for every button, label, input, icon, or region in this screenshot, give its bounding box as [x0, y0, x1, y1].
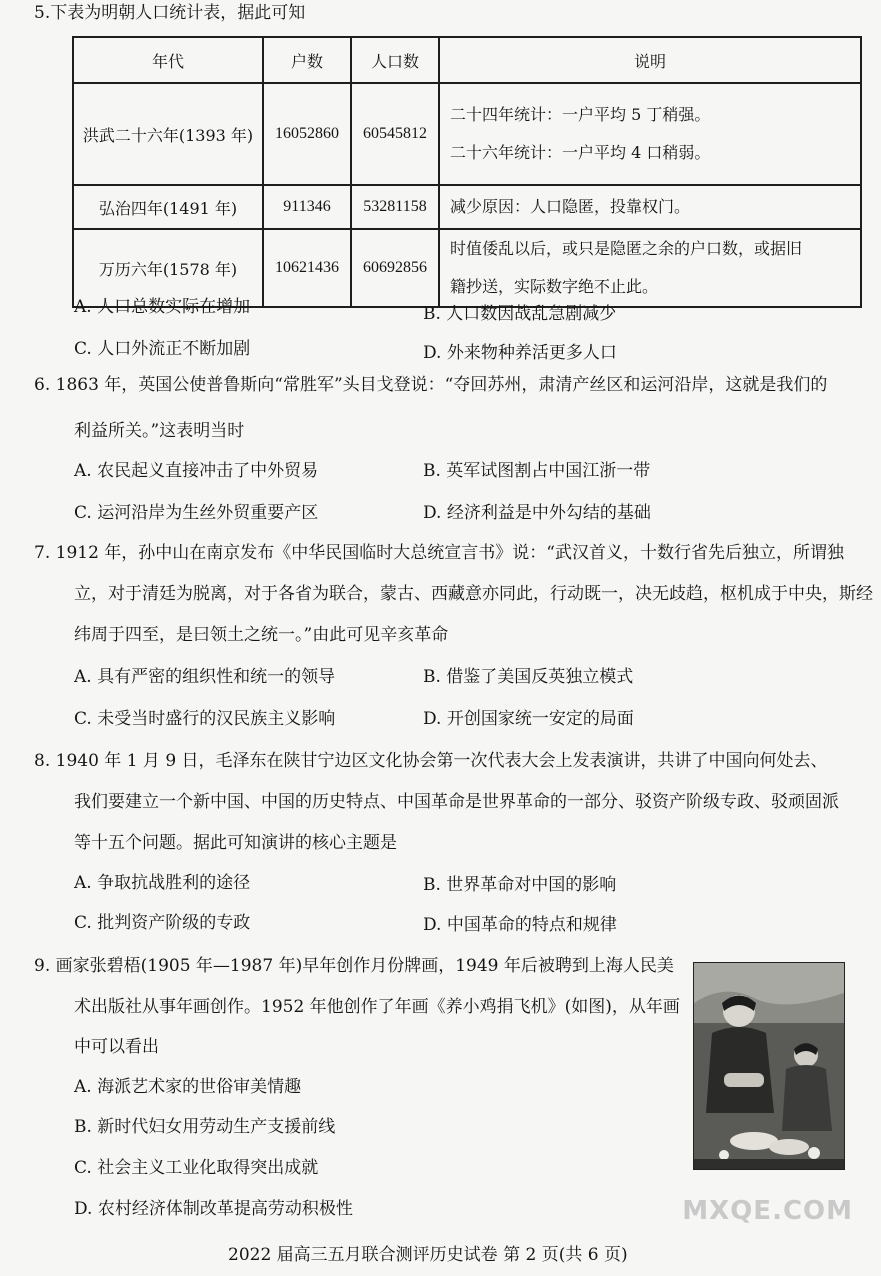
- note-line: 二十六年统计：一户平均 4 口稍弱。: [450, 143, 711, 162]
- table-cell-era: 洪武二十六年(1393 年): [73, 83, 263, 185]
- q8-option-d[interactable]: D. 中国革命的特点和规律: [423, 915, 617, 935]
- q8-option-a[interactable]: A. 争取抗战胜利的途径: [74, 873, 251, 893]
- q7-option-c[interactable]: C. 未受当时盛行的汉民族主义影响: [74, 709, 336, 729]
- q9-stem-line: 中可以看出: [74, 1037, 159, 1057]
- q8-stem-line: 8. 1940 年 1 月 9 日，毛泽东在陕甘宁边区文化协会第一次代表大会上发表演讲，共讲了中国向何处去、: [34, 751, 828, 771]
- q9-stem-line: 9. 画家张碧梧(1905 年—1987 年)早年创作月份牌画，1949 年后被聘到上海人民美: [34, 956, 674, 976]
- painting-svg: [694, 963, 844, 1169]
- table-header-era: 年代: [73, 37, 263, 83]
- note-line: 减少原因：人口隐匿，投靠权门。: [450, 197, 691, 216]
- q5-option-b[interactable]: B. 人口数因战乱急剧减少: [423, 304, 617, 324]
- population-table: [72, 36, 862, 308]
- table-header-notes: 说明: [439, 37, 861, 83]
- q8-option-c[interactable]: C. 批判资产阶级的专政: [74, 913, 251, 933]
- table-cell-era: 弘治四年(1491 年): [73, 185, 263, 229]
- q6-option-c[interactable]: C. 运河沿岸为生丝外贸重要产区: [74, 503, 319, 523]
- table-cell-notes: [439, 229, 861, 307]
- q7-option-a[interactable]: A. 具有严密的组织性和统一的领导: [74, 667, 336, 687]
- table-header-households: 户数: [263, 37, 351, 83]
- table-cell-households: 911346: [263, 185, 351, 229]
- q5-option-a[interactable]: A. 人口总数实际在增加: [74, 297, 251, 317]
- table-header-population: 人口数: [351, 37, 439, 83]
- table-cell-era: 万历六年(1578 年): [73, 229, 263, 307]
- q6-option-b[interactable]: B. 英军试图割占中国江浙一带: [423, 461, 651, 481]
- table-cell-notes: [439, 83, 861, 185]
- q6-stem-line: 6. 1863 年，英国公使普鲁斯向“常胜军”头目戈登说：“夺回苏州，肃清产丝区和运河沿岸，这就是我们的: [34, 375, 828, 395]
- q5-option-c[interactable]: C. 人口外流正不断加剧: [74, 339, 251, 359]
- q5-option-d[interactable]: D. 外来物种养活更多人口: [423, 343, 617, 363]
- q7-stem-line: 7. 1912 年，孙中山在南京发布《中华民国临时大总统宣言书》说：“武汉首义，十数行省先后独立，所谓独: [34, 543, 844, 563]
- q7-option-d[interactable]: D. 开创国家统一安定的局面: [423, 709, 634, 729]
- table-cell-population: 60545812: [351, 83, 439, 185]
- q7-stem-line: 立，对于清廷为脱离，对于各省为联合，蒙古、西藏意亦同此，行动既一，决无歧趋，枢机成于中央，斯经: [74, 584, 873, 604]
- q6-option-a[interactable]: A. 农民起义直接冲击了中外贸易: [74, 461, 319, 481]
- q7-option-b[interactable]: B. 借鉴了美国反英独立模式: [423, 667, 634, 687]
- q9-stem-line: 术出版社从事年画创作。1952 年他创作了年画《养小鸡捐飞机》(如图)，从年画: [74, 997, 680, 1017]
- q6-stem-line: 利益所关。”这表明当时: [74, 421, 245, 441]
- nianhua-painting-image: [693, 962, 845, 1170]
- q8-stem-line: 我们要建立一个新中国、中国的历史特点、中国革命是世界革命的一部分、驳资产阶级专政、驳顽固派: [74, 792, 839, 812]
- table-row: [73, 83, 861, 185]
- table-row: [73, 185, 861, 229]
- table-cell-population: 60692856: [351, 229, 439, 307]
- note-line: 籍抄送，实际数字绝不止此。: [450, 277, 659, 296]
- table-cell-households: 10621436: [263, 229, 351, 307]
- q8-option-b[interactable]: B. 世界革命对中国的影响: [423, 875, 617, 895]
- page-footer: 2022 届高三五月联合测评历史试卷 第 2 页(共 6 页): [228, 1245, 628, 1265]
- q6-option-d[interactable]: D. 经济利益是中外勾结的基础: [423, 503, 651, 523]
- watermark-logo: MXQE.COM: [682, 1196, 853, 1226]
- q9-option-a[interactable]: A. 海派艺术家的世俗审美情趣: [74, 1077, 302, 1097]
- table-cell-households: 16052860: [263, 83, 351, 185]
- q9-option-c[interactable]: C. 社会主义工业化取得突出成就: [74, 1158, 319, 1178]
- note-line: 二十四年统计：一户平均 5 丁稍强。: [450, 105, 711, 124]
- note-line: 时值倭乱以后，或只是隐匿之余的户口数，或据旧: [450, 239, 803, 258]
- q9-option-d[interactable]: D. 农村经济体制改革提高劳动积极性: [74, 1199, 353, 1219]
- table-cell-population: 53281158: [351, 185, 439, 229]
- q5-stem: 5.下表为明朝人口统计表，据此可知: [34, 3, 306, 23]
- q9-option-b[interactable]: B. 新时代妇女用劳动生产支援前线: [74, 1117, 336, 1137]
- table-cell-notes: [439, 185, 861, 229]
- q8-stem-line: 等十五个问题。据此可知演讲的核心主题是: [74, 833, 397, 853]
- q7-stem-line: 纬周于四至，是曰领土之统一。”由此可见辛亥革命: [74, 625, 449, 645]
